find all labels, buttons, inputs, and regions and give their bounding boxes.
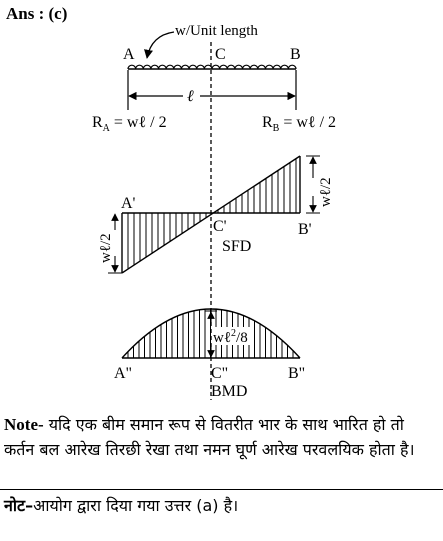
load-pointer <box>147 32 174 58</box>
bmd-title: BMD <box>211 383 248 400</box>
load-label: w/Unit length <box>175 23 258 39</box>
note2-lead: नोट– <box>4 496 34 515</box>
note2-text: आयोग द्वारा दिया गया उत्तर (a) है। <box>33 496 239 515</box>
sfd-a-label: A' <box>121 195 136 212</box>
sfd-c-label: C' <box>213 218 227 235</box>
divider <box>0 489 443 490</box>
note-lead: Note- <box>4 415 44 434</box>
answer-heading: Ans : (c) <box>6 4 68 23</box>
sfd-left-value: wℓ/2 <box>98 233 114 263</box>
support-a-label: A <box>123 46 135 63</box>
bmd-peak-value: wℓ$^2$/8 <box>213 328 248 346</box>
reaction-b: $R_B$ = wℓ / 2 <box>262 114 337 134</box>
sfd-b-label: B' <box>298 221 312 238</box>
note-text: यदि एक बीम समान रूप से वितरीत भार के साथ भारित हो तो कर्तन बल आरेख तिरछी रेखा तथा नमन घूर्ण आरेख परवलयिक होता है। <box>4 415 415 459</box>
bmd-c-label: C" <box>211 365 229 382</box>
sfd-title: SFD <box>222 238 252 255</box>
bmd-b-label: B" <box>288 365 306 382</box>
span-label: ℓ <box>187 88 194 105</box>
midpoint-c-label: C <box>215 46 226 63</box>
note2-paragraph <box>4 494 238 516</box>
bmd-a-label: A" <box>114 365 133 382</box>
sfd-right-value: wℓ/2 <box>318 177 334 207</box>
note-paragraph <box>4 412 436 462</box>
reaction-a: $R_A$ = wℓ / 2 <box>92 114 167 134</box>
support-b-label: B <box>290 46 301 63</box>
